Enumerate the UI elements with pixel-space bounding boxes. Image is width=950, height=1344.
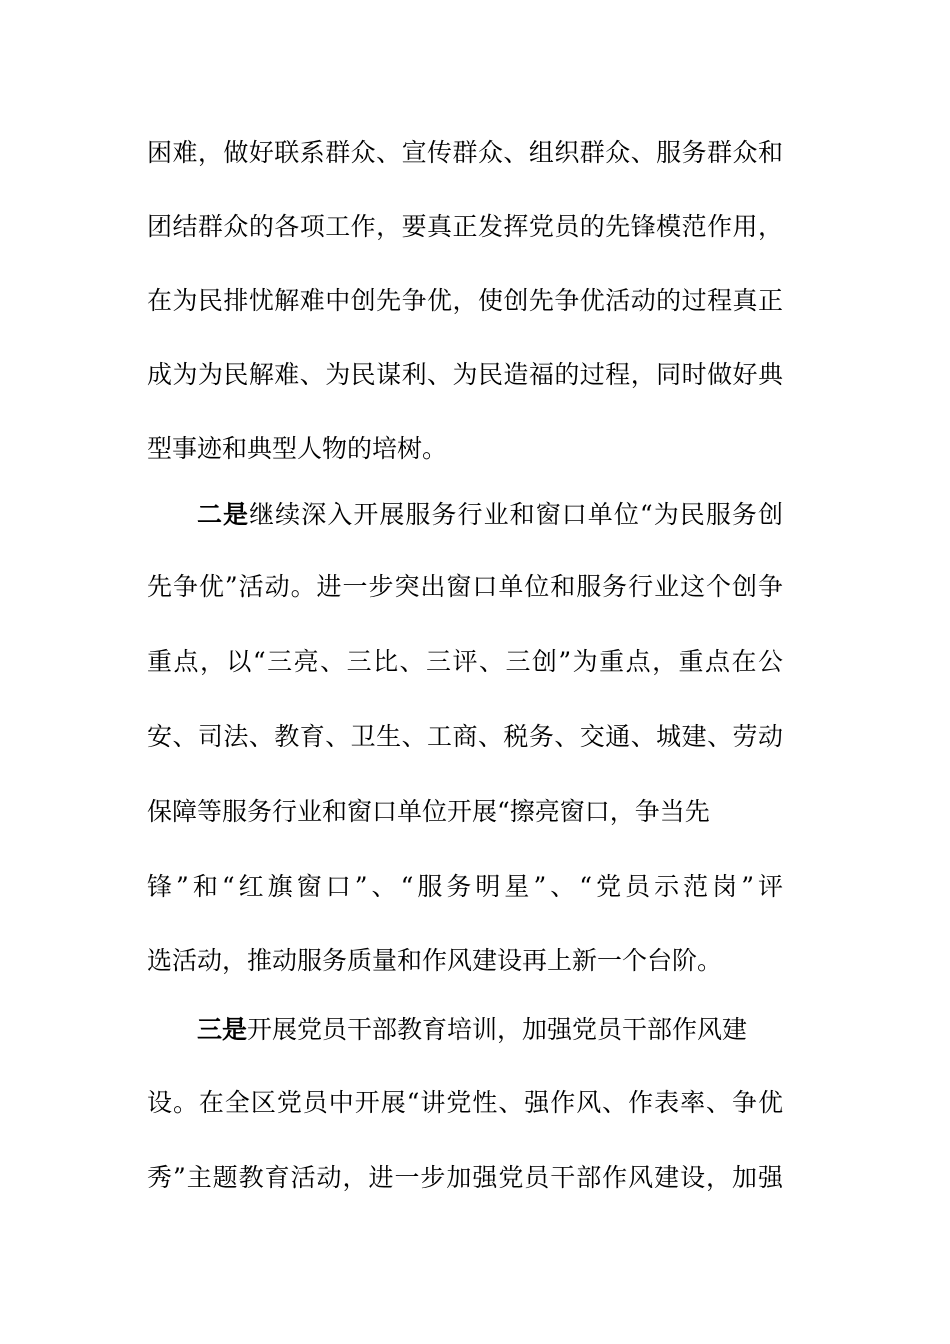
paragraph-line-last: 选活动，推动服务质量和作风建设再上新一个台阶。	[147, 946, 723, 975]
paragraph-line: 保障等服务行业和窗口单位开展“擦亮窗口，争当先	[147, 797, 710, 826]
paragraph-first-line	[197, 495, 783, 535]
paragraph-line: 困难，做好联系群众、宣传群众、组织群众、服务群众和	[147, 138, 783, 167]
paragraph-lead-bold: 二是	[197, 500, 250, 529]
paragraph-line: 在为民排忧解难中创先争优，使创先争优活动的过程真正	[147, 286, 783, 315]
paragraph-line: 锋”和“红旗窗口”、“服务明星”、“党员示范岗”评	[147, 872, 783, 901]
paragraph-lead-bold: 三是	[197, 1015, 248, 1044]
paragraph-line: 团结群众的各项工作，要真正发挥党员的先锋模范作用，	[147, 212, 783, 241]
paragraph-first-line	[197, 1010, 747, 1050]
paragraph-line: 秀”主题教育活动，进一步加强党员干部作风建设，加强	[147, 1163, 783, 1192]
paragraph-line-last: 型事迹和典型人物的培树。	[147, 434, 448, 463]
paragraph-line: 设。在全区党员中开展“讲党性、强作风、作表率、争优	[147, 1088, 783, 1117]
paragraph-line-text: 开展党员干部教育培训，加强党员干部作风建	[247, 1015, 748, 1044]
paragraph-line-text: 继续深入开展服务行业和窗口单位“为民服务创	[249, 500, 783, 529]
paragraph-line: 先争优”活动。进一步突出窗口单位和服务行业这个创争	[147, 572, 783, 601]
paragraph-line: 重点，以“三亮、三比、三评、三创”为重点，重点在公	[147, 647, 783, 676]
paragraph-line: 成为为民解难、为民谋利、为民造福的过程，同时做好典	[147, 360, 783, 389]
paragraph-line: 安、司法、教育、卫生、工商、税务、交通、城建、劳动	[147, 722, 783, 751]
